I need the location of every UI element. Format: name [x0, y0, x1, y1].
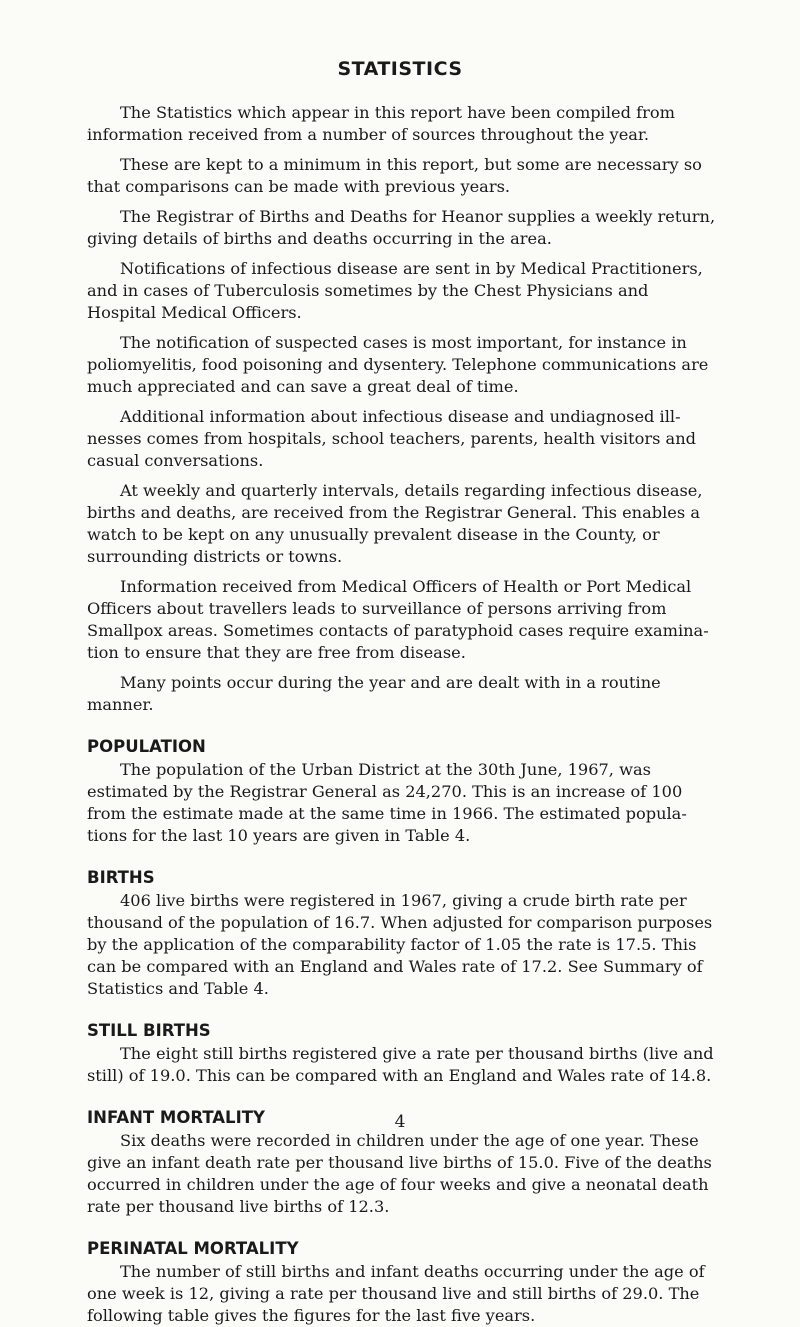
intro-paragraph: The notification of suspected cases is most important, for instance in poliomyelitis, food poisoning and dysentery. Telephone communications are much appreciated and can save a great deal of time.: [87, 333, 709, 396]
intro-paragraph: The Registrar of Births and Deaths for Heanor supplies a weekly return, giving details of births and deaths occurring in the area.: [87, 207, 716, 248]
section-heading: POPULATION: [87, 737, 206, 756]
section-heading: INFANT MORTALITY: [87, 1108, 265, 1127]
intro-paragraph: Information received from Medical Officers of Health or Port Medical Officers about travellers leads to surveillance of persons arriving from Smallpox areas. Sometimes contacts of paratyphoid cases require examina-tion to ensure that they are free from disease.: [87, 577, 709, 662]
section-text: The number of still births and infant deaths occurring under the age of one week is 12, giving a rate per thousand live and still births of 29.0. The following table gives the figures for the last five years.: [87, 1262, 705, 1325]
section-text: The population of the Urban District at the 30th June, 1967, was estimated by the Registrar General as 24,270. This is an increase of 100 from the estimate made at the same time in 1966. The estimated popula-tions for the last 10 years are given in Table 4.: [87, 760, 687, 845]
intro-paragraph: At weekly and quarterly intervals, details regarding infectious disease, births and deaths, are received from the Registrar General. This enables a watch to be kept on any unusually prevalent disease in the County, or surrounding districts or towns.: [87, 481, 703, 566]
section-still-births: [87, 1020, 717, 1087]
section-text: 406 live births were registered in 1967, giving a crude birth rate per thousand of the population of 16.7. When adjusted for comparison purposes by the application of the comparability factor of 1.05 the rate is 17.5. This can be compared with an England and Wales rate of 17.2. See Summary of Statistics and Table 4.: [87, 891, 713, 998]
section-text: Six deaths were recorded in children under the age of one year. These give an infant death rate per thousand live births of 15.0. Five of the deaths occurred in children under the age of four weeks and give a neonatal death rate per thousand live births of 12.3.: [87, 1131, 712, 1216]
section-heading: PERINATAL MORTALITY: [87, 1239, 299, 1258]
intro-paragraph: Additional information about infectious disease and undiagnosed ill-nesses comes from hospitals, school teachers, parents, health visitors and casual conversations.: [87, 407, 696, 470]
document-body: [87, 102, 717, 1327]
intro-paragraph: These are kept to a minimum in this report, but some are necessary so that comparisons can be made with previous years.: [87, 155, 702, 196]
intro-paragraph: Many points occur during the year and are dealt with in a routine manner.: [87, 673, 661, 714]
page-title: STATISTICS: [337, 58, 463, 80]
section-heading: BIRTHS: [87, 868, 155, 887]
section-perinatal-mortality: [87, 1238, 717, 1327]
section-heading: STILL BIRTHS: [87, 1021, 211, 1040]
section-births: [87, 867, 717, 1000]
intro-paragraph: The Statistics which appear in this report have been compiled from information received from a number of sources throughout the year.: [87, 103, 675, 144]
section-population: [87, 736, 717, 847]
section-text: The eight still births registered give a rate per thousand births (live and still) of 19.0. This can be compared with an England and Wales rate of 14.8.: [87, 1044, 714, 1085]
page-number: 4: [394, 1112, 406, 1132]
intro-paragraph: Notifications of infectious disease are sent in by Medical Practitioners, and in cases of Tuberculosis sometimes by the Chest Physicians and Hospital Medical Officers.: [87, 259, 703, 322]
